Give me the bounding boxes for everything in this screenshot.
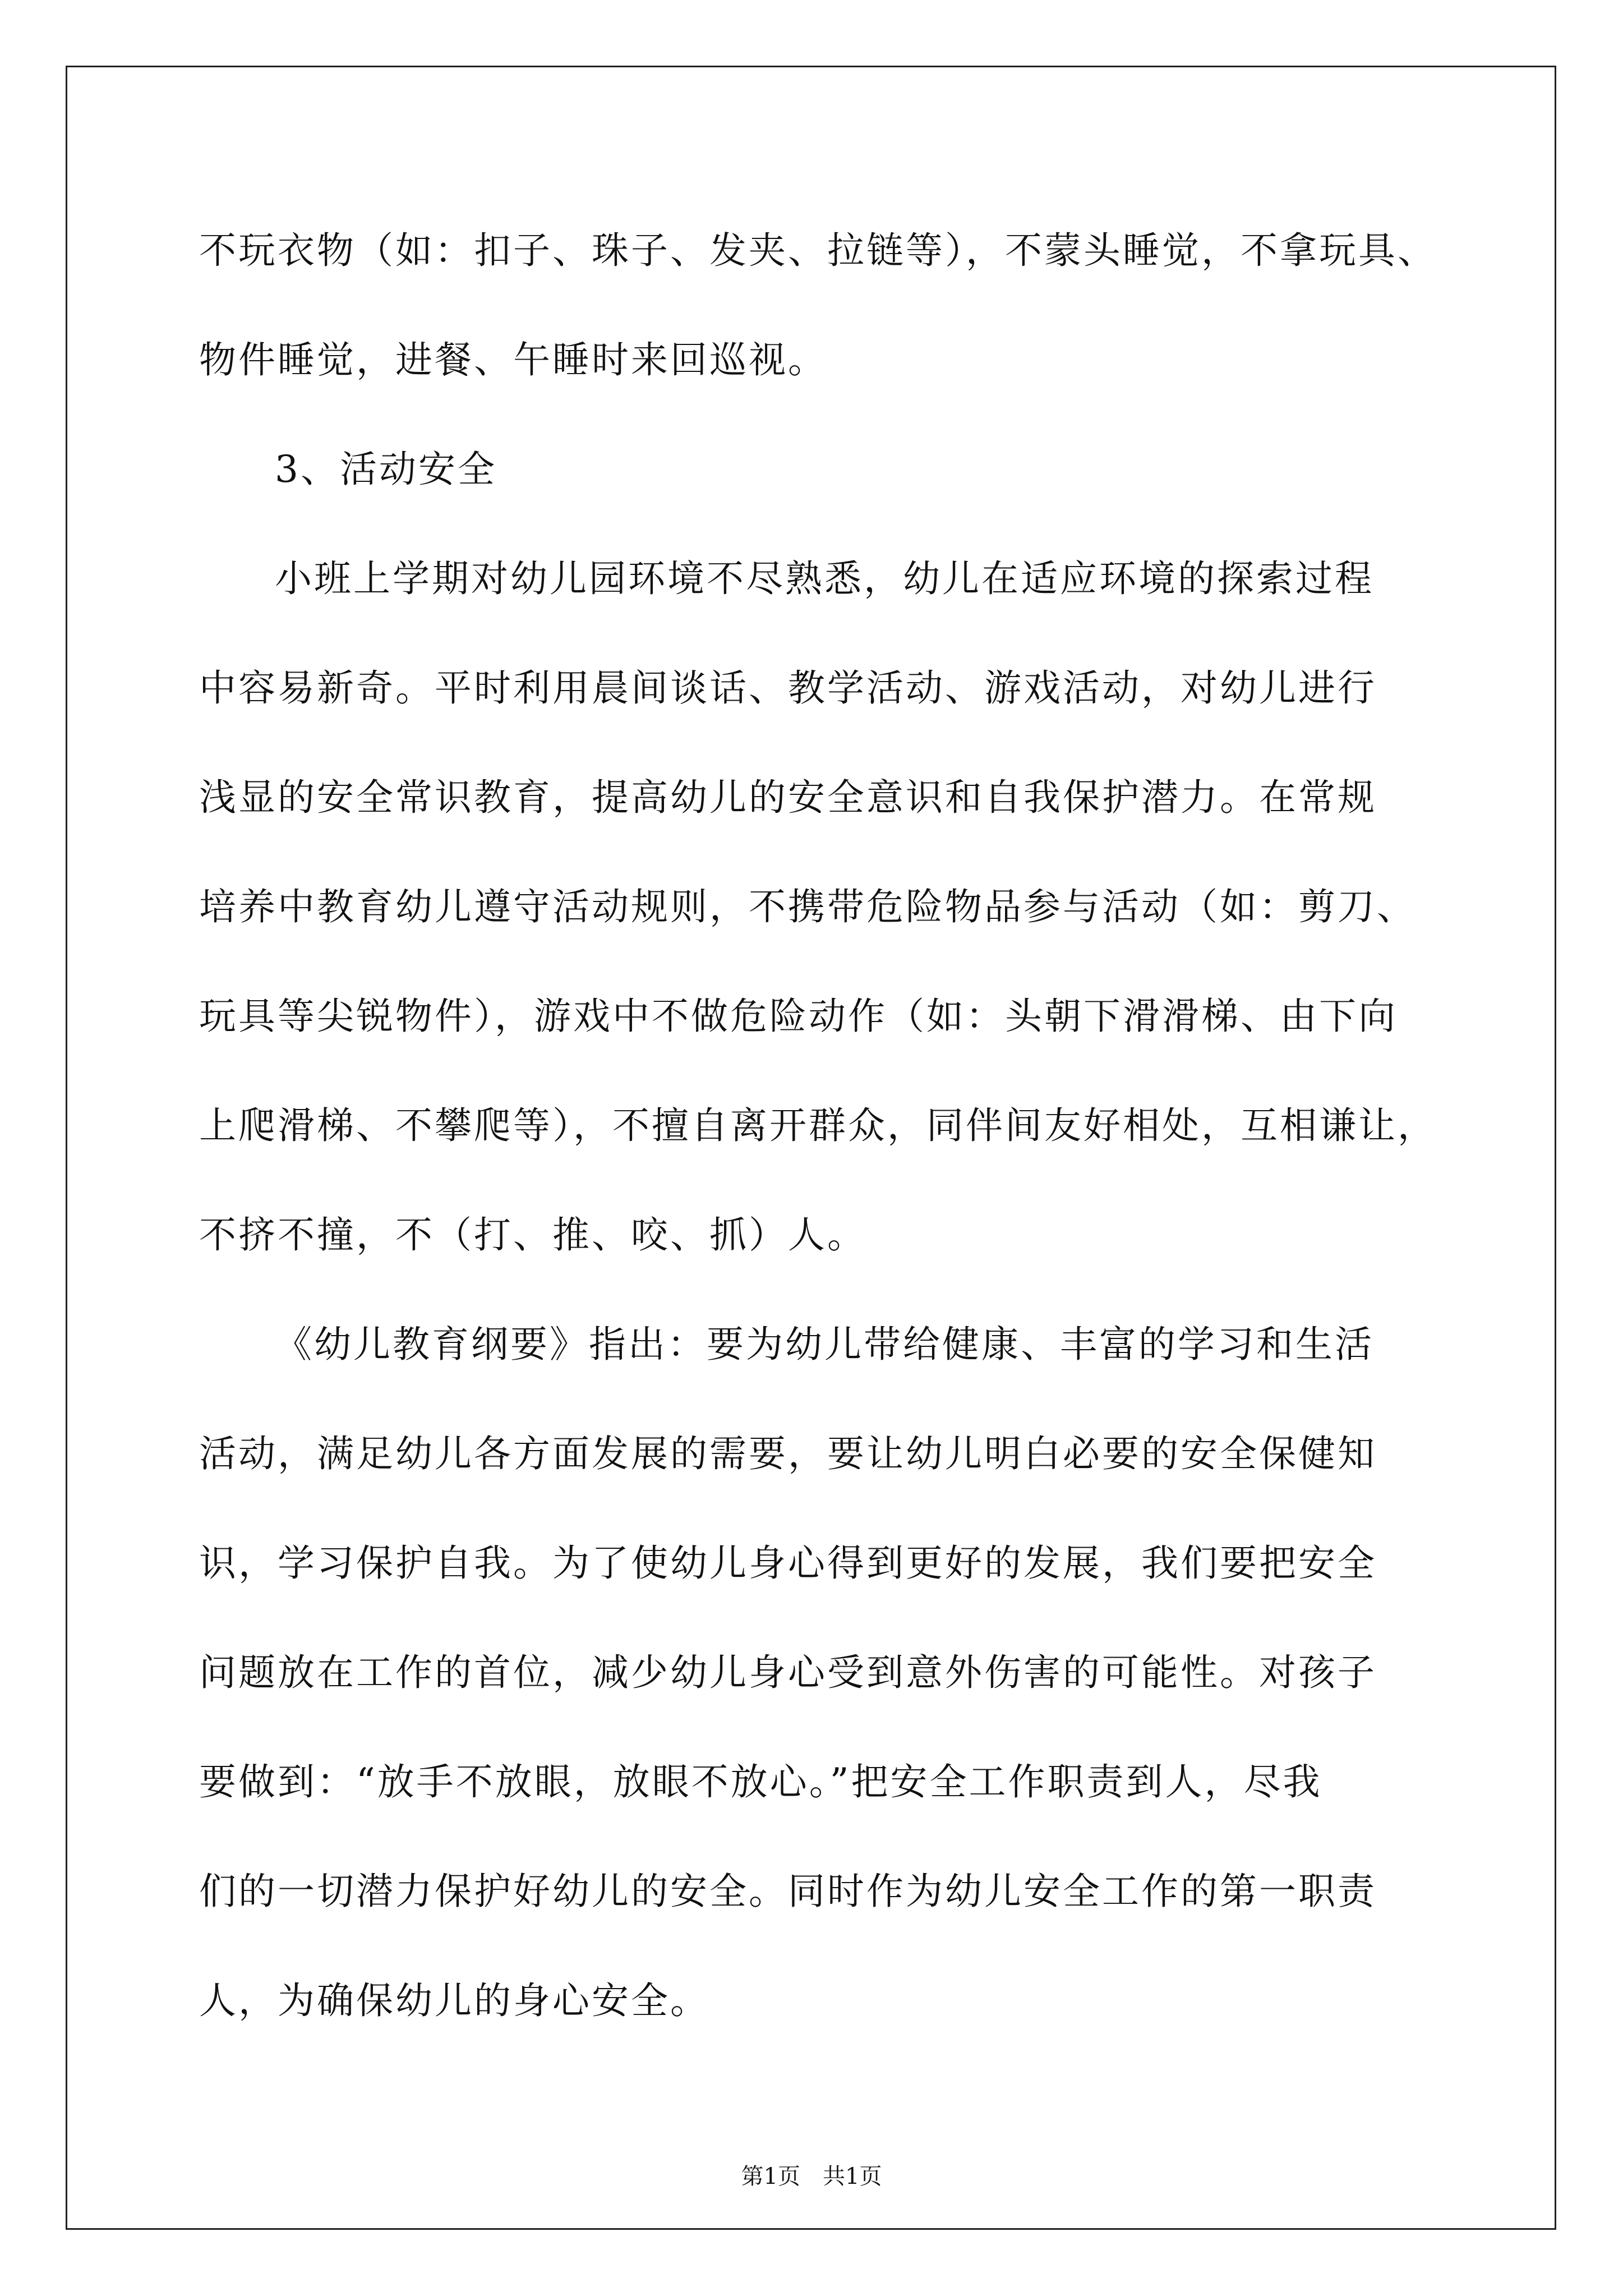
paragraph-line: 活动，满足幼儿各方面发展的需要，要让幼儿明白必要的安全保健知	[199, 1432, 1377, 1475]
paragraph-line: 识，学习保护自我。为了使幼儿身心得到更好的发展，我们要把安全	[199, 1542, 1377, 1585]
paragraph-line: 玩具等尖锐物件），游戏中不做危险动作（如：头朝下滑滑梯、由下向	[199, 995, 1398, 1038]
paragraph-line: 要做到：“放手不放眼，放眼不放心。”把安全工作职责到人，尽我	[199, 1760, 1322, 1803]
paragraph-line: 培养中教育幼儿遵守活动规则，不携带危险物品参与活动（如：剪刀、	[199, 885, 1416, 928]
page-number-footer: 第1页 共1页	[741, 2164, 882, 2189]
paragraph-line: 物件睡觉，进餐、午睡时来回巡视。	[199, 338, 827, 381]
paragraph-line: 小班上学期对幼儿园环境不尽熟悉，幼儿在适应环境的探索过程	[275, 557, 1374, 600]
paragraph-line: 中容易新奇。平时利用晨间谈话、教学活动、游戏活动，对幼儿进行	[199, 666, 1377, 710]
section-heading: 3、活动安全	[275, 448, 497, 491]
paragraph-line: 浅显的安全常识教育，提高幼儿的安全意识和自我保护潜力。在常规	[199, 776, 1377, 819]
paragraph-line: 《幼儿教育纲要》指出：要为幼儿带给健康、丰富的学习和生活	[275, 1323, 1374, 1366]
paragraph-line: 不挤不撞，不（打、推、咬、抓）人。	[199, 1213, 866, 1257]
paragraph-line: 不玩衣物（如：扣子、珠子、发夹、拉链等），不蒙头睡觉，不拿玩具、	[199, 229, 1437, 272]
paragraph-line: 上爬滑梯、不攀爬等），不擅自离开群众，同伴间友好相处，互相谦让，	[199, 1104, 1437, 1147]
paragraph-line: 们的一切潜力保护好幼儿的安全。同时作为幼儿安全工作的第一职责	[199, 1870, 1377, 1913]
paragraph-line: 人，为确保幼儿的身心安全。	[199, 1979, 709, 2022]
paragraph-line: 问题放在工作的首位，减少幼儿身心受到意外伤害的可能性。对孩子	[199, 1651, 1377, 1694]
